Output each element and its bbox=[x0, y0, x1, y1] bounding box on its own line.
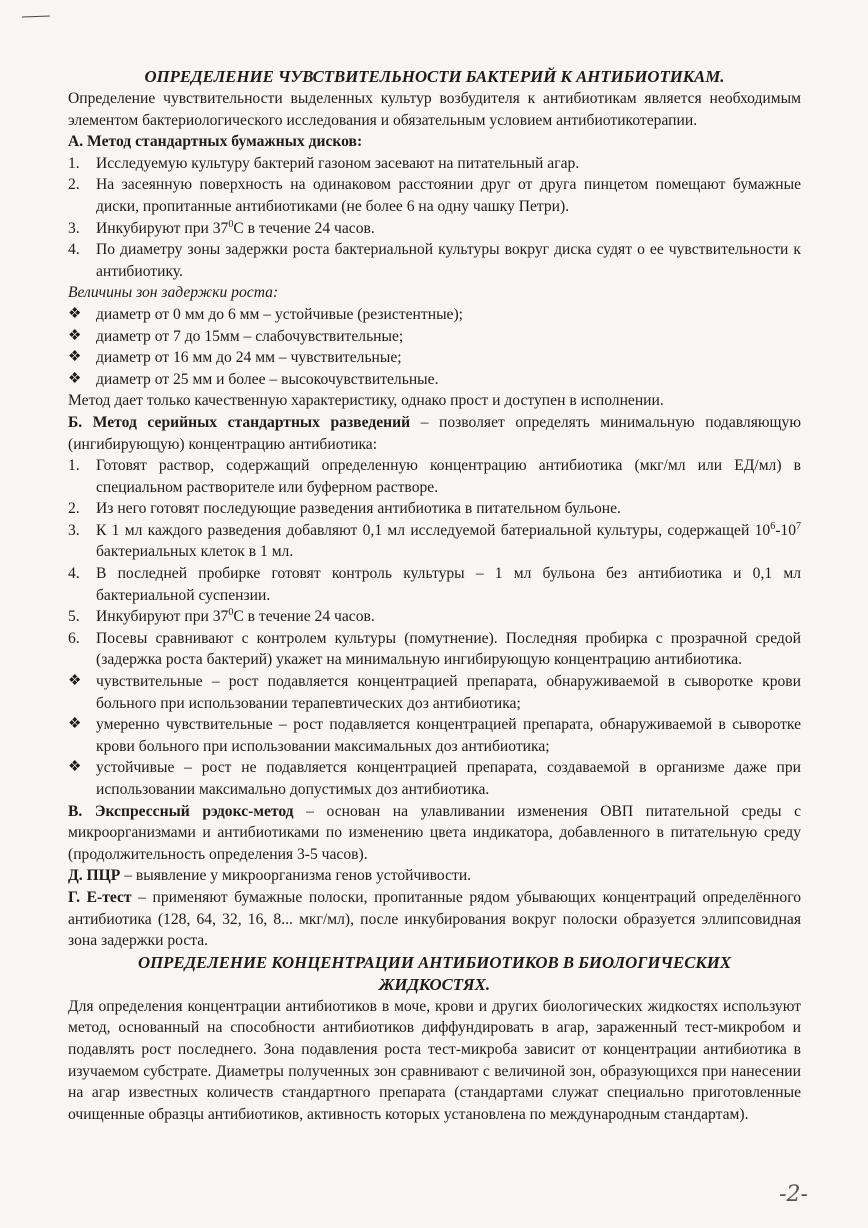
method-d-paragraph bbox=[68, 865, 801, 887]
method-b-step bbox=[68, 520, 801, 563]
step-text: Из него готовят последующие разведения антибиотика в питательном бульоне. bbox=[96, 500, 621, 518]
exponent-superscript: 7 bbox=[796, 520, 801, 532]
method-v-text: – основан на улавливании изменения ОВП питательной среды с микроорганизмами и антибиотиками по изменению цвета индикатора, добавленного в питательную среду (продолжительность определения 3-5 часов). bbox=[68, 802, 801, 863]
zone-text: диаметр от 7 до 15мм – слабочувствительные; bbox=[96, 327, 404, 345]
diamond-bullet-icon: ❖ bbox=[68, 327, 82, 344]
method-g-paragraph bbox=[68, 887, 801, 952]
step-number: 1. bbox=[68, 154, 80, 172]
corner-pen-mark bbox=[22, 16, 50, 18]
step-text: Исследуемую культуру бактерий газоном засевают на питательный агар. bbox=[96, 154, 580, 172]
method-a-step bbox=[68, 153, 801, 175]
result-text: устойчивые – рост не подавляется концентрацией препарата, создаваемой в организме даже при использовании максимально допустимых доз антибиотика. bbox=[96, 759, 801, 798]
result-item bbox=[68, 671, 801, 714]
final-paragraph: Для определения концентрации антибиотиков в моче, крови и других биологических жидкостях используют метод, основанный на способности антибиотиков диффундировать в агар, зараженный тест-микробом и подавлять рост последнего. Зона подавления роста тест-микроба зависит от концентрации антибиотика в изучаемом субстрате. Диаметры полученных зон сравнивают с величиной зон, образующихся при нанесении на агар известных количеств стандартного препарата (стандартами служат специально приготовленные очищенные образцы антибиотиков, активность которых установлена по международным стандартам). bbox=[68, 997, 801, 1123]
step-text: Готовят раствор, содержащий определенную концентрацию антибиотика (мкг/мл или ЕД/мл) в специальном растворителе или буферном растворе. bbox=[96, 457, 801, 496]
step-text bbox=[96, 520, 801, 563]
method-v-heading: В. Экспрессный рэдокс-метод bbox=[68, 802, 294, 820]
method-a-step bbox=[68, 218, 801, 240]
method-a-note: Метод дает только качественную характеристику, однако прост и доступен в исполнении. bbox=[68, 392, 664, 410]
method-a-heading: А. Метод стандартных бумажных дисков: bbox=[68, 133, 363, 151]
method-b-step bbox=[68, 498, 801, 520]
degree-superscript: 0 bbox=[228, 218, 234, 230]
step-text-part: бактериальных клеток в 1 мл. bbox=[96, 543, 294, 561]
step-text-part: Инкубируют при 37 bbox=[96, 219, 229, 237]
step-text-part: -10 bbox=[775, 521, 796, 539]
section-title-line: ОПРЕДЕЛЕНИЕ КОНЦЕНТРАЦИИ АНТИБИОТИКОВ В БИОЛОГИЧЕСКИХ bbox=[137, 952, 732, 972]
method-b-heading: Б. Метод серийных стандартных разведений bbox=[68, 413, 411, 431]
step-number: 2. bbox=[68, 176, 80, 194]
method-g-heading: Г. Е-тест bbox=[68, 888, 132, 906]
step-text-part: К 1 мл каждого разведения добавляют 0,1 мл исследуемой батериальной культуры, содержащей 10 bbox=[96, 521, 771, 539]
step-number: 2. bbox=[68, 500, 80, 518]
step-number: 3. bbox=[68, 521, 80, 539]
method-g-text: – применяют бумажные полоски, пропитанные рядом убывающих концентраций определённого антибиотика (128, 64, 32, 16, 8... мкг/мл), после инкубирования вокруг полоски образуется эллипсовидная зона задержки роста. bbox=[68, 888, 802, 950]
step-number: 4. bbox=[68, 241, 80, 259]
degree-superscript: 0 bbox=[228, 607, 234, 619]
step-number: 4. bbox=[68, 565, 80, 583]
step-text-part: С в течение 24 часов. bbox=[233, 219, 375, 237]
result-text: умеренно чувствительные – рост подавляется концентрацией препарата, обнаруживаемой в сыворотке крови больного при использовании максимальных доз антибиотика; bbox=[96, 716, 801, 755]
result-text: чувствительные – рост подавляется концентрацией препарата, обнаруживаемой в сыворотке крови больного при использовании терапевтических доз антибиотика; bbox=[96, 673, 801, 712]
zone-text: диаметр от 0 мм до 6 мм – устойчивые (резистентные); bbox=[96, 305, 463, 323]
zone-text: диаметр от 16 мм до 24 мм – чувствительные; bbox=[96, 349, 402, 367]
section-title bbox=[68, 952, 801, 996]
page-number: -2- bbox=[779, 1182, 808, 1207]
step-number: 6. bbox=[68, 629, 80, 647]
diamond-bullet-icon: ❖ bbox=[68, 759, 82, 776]
method-a-step bbox=[68, 239, 801, 282]
step-text: На засеянную поверхность на одинаковом расстоянии друг от друга пинцетом помещают бумажные диски, пропитанные антибиотиками (не более 6 на одну чашку Петри). bbox=[96, 176, 801, 215]
zones-heading: Величины зон задержки роста: bbox=[68, 284, 279, 302]
diamond-bullet-icon: ❖ bbox=[68, 305, 82, 322]
zone-text: диаметр от 25 мм и более – высокочувствительные. bbox=[96, 370, 439, 388]
step-text: По диаметру зоны задержки роста бактериальной культуры вокруг диска судят о ее чувствительности к антибиотику. bbox=[96, 241, 801, 280]
method-b-intro bbox=[68, 412, 801, 455]
method-b-step bbox=[68, 606, 801, 628]
exponent-superscript: 6 bbox=[770, 520, 776, 532]
method-b-step bbox=[68, 455, 801, 498]
method-v-paragraph bbox=[68, 801, 801, 866]
diamond-bullet-icon: ❖ bbox=[68, 716, 82, 733]
section-title-line: ЖИДКОСТЯХ. bbox=[378, 974, 491, 994]
zone-item bbox=[68, 369, 801, 391]
method-b-step bbox=[68, 563, 801, 606]
method-b-heading-rest: – позволяет определять минимальную подавляющую (ингибирующую) концентрацию антибиотика: bbox=[68, 413, 801, 453]
diamond-bullet-icon: ❖ bbox=[68, 370, 82, 387]
result-item bbox=[68, 714, 801, 757]
document-page bbox=[68, 66, 801, 1125]
result-item bbox=[68, 757, 801, 800]
step-text bbox=[96, 218, 801, 240]
method-d-heading: Д. ПЦР bbox=[68, 867, 121, 885]
step-number: 3. bbox=[68, 219, 80, 237]
zone-item bbox=[68, 304, 801, 326]
step-text: В последней пробирке готовят контроль культуры – 1 мл бульона без антибиотика и 0,1 мл бактериальной суспензии. bbox=[96, 565, 801, 604]
intro-paragraph: Определение чувствительности выделенных культур возбудителя к антибиотикам является необходимым элементом бактериологического исследования и обязательным условием антибиотикотерапии. bbox=[68, 90, 801, 129]
step-text-part: С в течение 24 часов. bbox=[233, 608, 375, 626]
step-text-part: Инкубируют при 37 bbox=[96, 608, 229, 626]
zone-item bbox=[68, 326, 801, 348]
zone-item bbox=[68, 347, 801, 369]
step-number: 5. bbox=[68, 608, 80, 626]
method-a-step bbox=[68, 174, 801, 217]
method-b-step bbox=[68, 628, 801, 671]
page-title: ОПРЕДЕЛЕНИЕ ЧУВСТВИТЕЛЬНОСТИ БАКТЕРИЙ К АНТИБИОТИКАМ. bbox=[144, 67, 725, 86]
step-number: 1. bbox=[68, 457, 80, 475]
step-text: Посевы сравнивают с контролем культуры (помутнение). Последняя пробирка с прозрачной средой (задержка роста бактерий) укажет на минимальную ингибирующую концентрацию антибиотика. bbox=[96, 629, 801, 669]
diamond-bullet-icon: ❖ bbox=[68, 349, 82, 366]
diamond-bullet-icon: ❖ bbox=[68, 673, 82, 690]
method-d-text: – выявление у микроорганизма генов устойчивости. bbox=[120, 867, 472, 885]
step-text bbox=[96, 606, 801, 628]
